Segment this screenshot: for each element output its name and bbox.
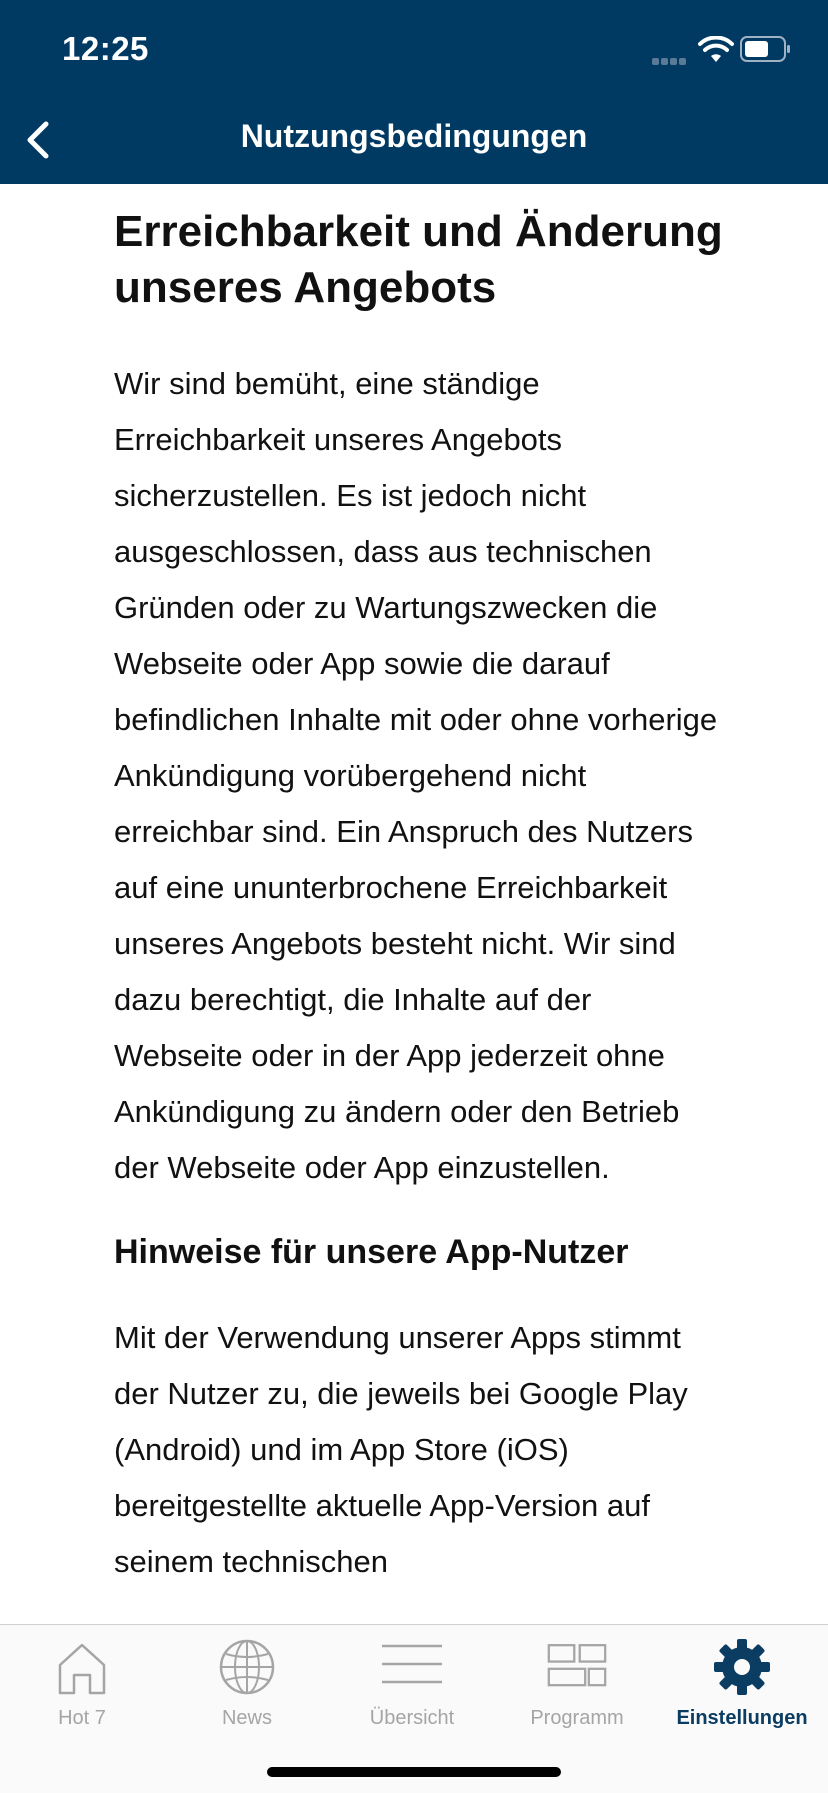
- tab-label: Hot 7: [58, 1707, 106, 1729]
- tab-bar: [0, 1624, 828, 1793]
- section-subheading: Hinweise für unsere App-Nutzer: [114, 1233, 629, 1271]
- tab-einstellungen[interactable]: [660, 1625, 824, 1735]
- gear-icon: [712, 1637, 772, 1697]
- wifi-icon: [698, 36, 734, 64]
- paragraph-availability: Wir sind bemüht, eine ständige Erreichbarkeit unseres Angebots sicherzustellen. Es ist jedoch nicht ausgeschlossen, dass aus technischen Gründen oder zu Wartungszwecken die Webseite oder App sowie die darauf befindlichen Inhalte mit oder ohne vorherige Ankündigung vorübergehend nicht erreichbar sind. Ein Anspruch des Nutzers auf eine ununterbrochene Erreichbarkeit unseres Angebots besteht nicht. Wir sind dazu berechtigt, die Inhalte auf der Webseite oder in der App jederzeit ohne Ankündigung zu ändern oder den Betrieb der Webseite oder App einzustellen.: [114, 366, 718, 1185]
- home-indicator: [267, 1767, 561, 1777]
- paragraph-app-users: Mit der Verwendung unserer Apps stimmt der Nutzer zu, die jeweils bei Google Play (Android) und im App Store (iOS) bereitgestellte aktuelle App-Version auf seinem technischen: [114, 1320, 688, 1579]
- status-time: 12:25: [62, 30, 149, 67]
- lines-icon: [382, 1637, 442, 1697]
- status-bar: [0, 0, 828, 96]
- terms-content[interactable]: [114, 184, 724, 1624]
- globe-icon: [217, 1637, 277, 1697]
- tab-label: Übersicht: [369, 1707, 455, 1729]
- section-heading: Erreichbarkeit und Änderung unseres Angebots: [114, 207, 723, 312]
- tab-label: News: [221, 1707, 272, 1729]
- nav-bar: [0, 96, 828, 184]
- home-icon: [52, 1637, 112, 1697]
- tab-programm[interactable]: [495, 1625, 659, 1735]
- tab-hot7[interactable]: [0, 1625, 164, 1735]
- tab-news[interactable]: [165, 1625, 329, 1735]
- grid-icon: [547, 1637, 607, 1697]
- battery-icon: [740, 36, 792, 62]
- tab-label: Programm: [530, 1707, 624, 1729]
- page-title: Nutzungsbedingungen: [240, 118, 588, 154]
- tab-label: Einstellungen: [676, 1707, 808, 1729]
- tab-uebersicht[interactable]: [330, 1625, 494, 1735]
- cellular-signal-icon: [652, 52, 690, 60]
